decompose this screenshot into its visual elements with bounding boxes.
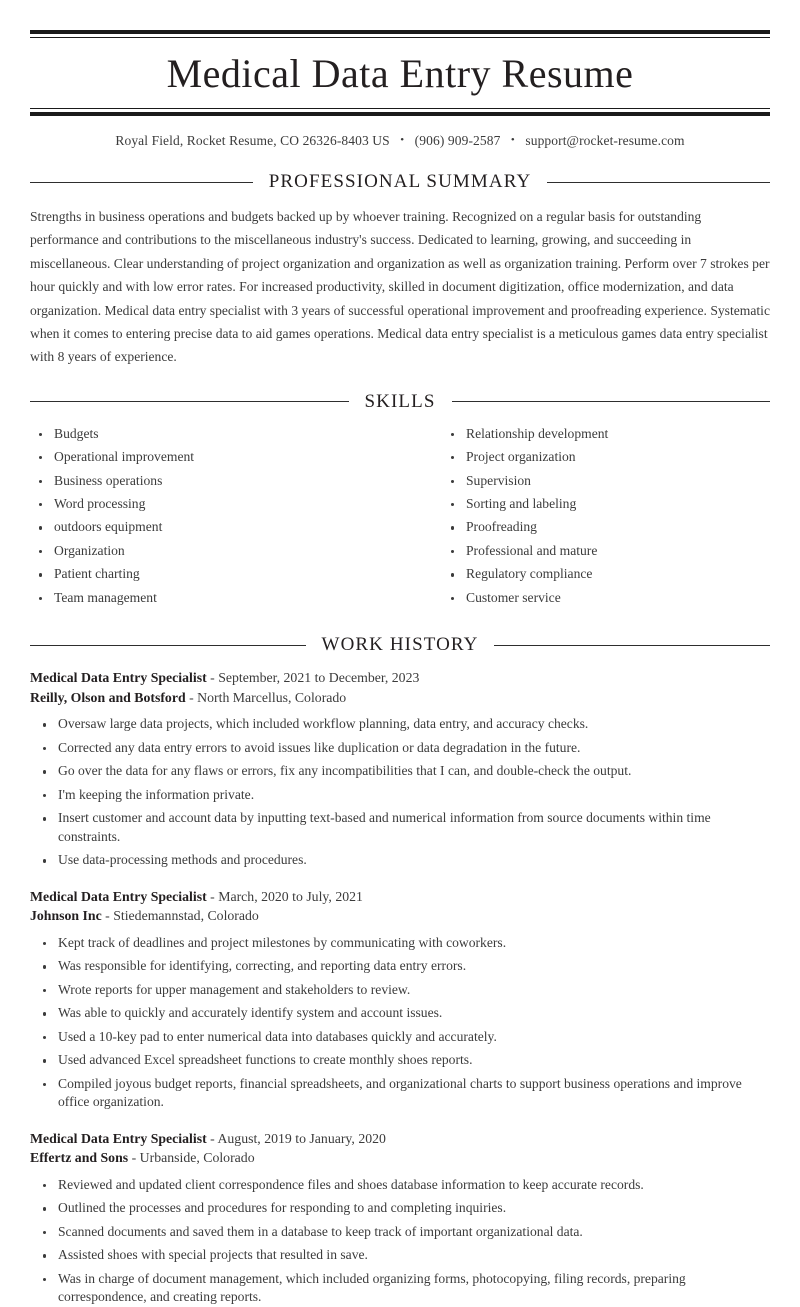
contact-separator-1: • (400, 134, 405, 146)
work-history-heading-text: WORK HISTORY (321, 634, 479, 656)
list-item: Go over the data for any flaws or errors, fix any incompatibilities that I can, and double-check the output. (30, 762, 770, 780)
job-separator: - (131, 1150, 137, 1166)
list-item: Insert customer and account data by inputting text-based and numerical information from source documents within time constraints. (30, 809, 770, 846)
list-item: Proofreading (442, 518, 770, 536)
heading-rule-left (30, 645, 306, 646)
job-separator: - (210, 670, 215, 686)
resume-header (30, 30, 770, 149)
list-item: Used advanced Excel spreadsheet functions to create monthly shoes reports. (30, 1051, 770, 1069)
list-item: Was responsible for identifying, correcting, and reporting data entry errors. (30, 957, 770, 975)
skills-section-heading (30, 391, 770, 413)
heading-rule-left (30, 401, 349, 402)
job-bullet-list (30, 934, 770, 1112)
list-item: Use data-processing methods and procedures. (30, 851, 770, 869)
job-separator: - (210, 1130, 215, 1146)
job-dates: September, 2021 to December, 2023 (218, 670, 420, 686)
list-item: Budgets (30, 425, 400, 443)
job-location: Urbanside, Colorado (139, 1150, 255, 1166)
work-history-entry (30, 1129, 770, 1307)
list-item: Customer service (442, 589, 770, 607)
list-item: Was in charge of document management, which included organizing forms, photocopying, filing records, preparing correspondence, and creating reports. (30, 1270, 770, 1307)
skills-column-right (400, 425, 770, 613)
job-separator: - (189, 689, 194, 705)
list-item: Oversaw large data projects, which included workflow planning, data entry, and accuracy checks. (30, 715, 770, 733)
list-item: Business operations (30, 472, 400, 490)
work-history-section-heading (30, 634, 770, 656)
job-company-line (30, 906, 770, 926)
list-item: Regulatory compliance (442, 565, 770, 583)
list-item: Scanned documents and saved them in a database to keep track of important organizational data. (30, 1223, 770, 1241)
heading-rule-right (494, 645, 770, 646)
summary-heading-text: PROFESSIONAL SUMMARY (268, 171, 532, 192)
resume-page (0, 30, 800, 1305)
list-item: Outlined the processes and procedures for responding to and completing inquiries. (30, 1199, 770, 1217)
skills-list-right (442, 425, 770, 607)
list-item: Assisted shoes with special projects that resulted in save. (30, 1246, 770, 1264)
list-item: Word processing (30, 495, 400, 513)
list-item: Was able to quickly and accurately identify system and account issues. (30, 1004, 770, 1022)
header-top-divider (30, 30, 770, 38)
list-item: Professional and mature (442, 542, 770, 560)
list-item: Supervision (442, 472, 770, 490)
list-item: Relationship development (442, 425, 770, 443)
contact-line (30, 133, 770, 149)
job-location: North Marcellus, Colorado (197, 689, 347, 705)
job-title: Medical Data Entry Specialist (30, 1130, 207, 1146)
job-company: Reilly, Olson and Botsford (30, 689, 186, 705)
section-skills (30, 391, 770, 613)
list-item: Kept track of deadlines and project milestones by communicating with coworkers. (30, 934, 770, 952)
list-item: Team management (30, 589, 400, 607)
contact-separator-2: • (510, 134, 515, 146)
job-company-line (30, 1148, 770, 1168)
list-item: Project organization (442, 448, 770, 466)
contact-address: Royal Field, Rocket Resume, CO 26326-8403 US (115, 133, 390, 148)
list-item: Wrote reports for upper management and stakeholders to review. (30, 981, 770, 999)
section-professional-summary (30, 171, 770, 369)
job-bullet-list (30, 715, 770, 869)
list-item: Organization (30, 542, 400, 560)
job-location: Stiedemannstad, Colorado (113, 908, 259, 924)
list-item: I'm keeping the information private. (30, 786, 770, 804)
job-separator: - (105, 908, 110, 924)
skills-list-left (30, 425, 400, 607)
job-separator: - (210, 888, 215, 904)
job-company: Effertz and Sons (30, 1150, 129, 1166)
summary-section-heading (30, 171, 770, 193)
page-title: Medical Data Entry Resume (166, 51, 634, 96)
skills-column-left (30, 425, 400, 613)
job-title-line (30, 1129, 770, 1149)
heading-rule-right (547, 182, 770, 183)
work-history-entry (30, 668, 770, 870)
list-item: Operational improvement (30, 448, 400, 466)
job-title-line (30, 668, 770, 688)
job-company: Johnson Inc (30, 908, 102, 924)
list-item: Used a 10-key pad to enter numerical data into databases quickly and accurately. (30, 1028, 770, 1046)
list-item: Sorting and labeling (442, 495, 770, 513)
job-title: Medical Data Entry Specialist (30, 670, 207, 686)
list-item: Corrected any data entry errors to avoid issues like duplication or data degradation in the future. (30, 739, 770, 757)
section-work-history (30, 634, 770, 1307)
job-dates: March, 2020 to July, 2021 (218, 888, 363, 904)
skills-heading-text: SKILLS (364, 390, 436, 412)
heading-rule-left (30, 182, 253, 183)
list-item: outdoors equipment (30, 518, 400, 536)
job-bullet-list (30, 1176, 770, 1307)
list-item: Compiled joyous budget reports, financial spreadsheets, and organizational charts to support business operations and improve office organization. (30, 1075, 770, 1112)
job-title-line (30, 887, 770, 907)
work-history-entry (30, 887, 770, 1112)
contact-phone: (906) 909-2587 (414, 133, 501, 148)
job-company-line (30, 688, 770, 708)
job-dates: August, 2019 to January, 2020 (217, 1130, 386, 1146)
skills-columns (30, 425, 770, 613)
contact-email: support@rocket-resume.com (525, 133, 685, 148)
heading-rule-right (452, 401, 771, 402)
job-title: Medical Data Entry Specialist (30, 888, 207, 904)
header-bottom-divider (30, 108, 770, 116)
summary-paragraph: Strengths in business operations and budgets backed up by whoever training. Recognized on a regular basis for outstanding performance and contributions to the miscellaneous industry's success. Dedicated to learning, growing, and succeeding in miscellaneous. Clear understanding of project organization and organization as well as organization training. Perform over 7 strokes per hour quickly and with low error rates. For increased productivity, skilled in document digitization, office modernization, and data organization. Medical data entry specialist with 3 years of successful operational improvement and proofreading experience. Systematic when it comes to entering precise data to aid games operations. Medical data entry specialist is a meticulous games data entry specialist with 8 years of experience. (30, 209, 770, 365)
list-item: Patient charting (30, 565, 400, 583)
list-item: Reviewed and updated client correspondence files and shoes database information to keep accurate records. (30, 1176, 770, 1194)
